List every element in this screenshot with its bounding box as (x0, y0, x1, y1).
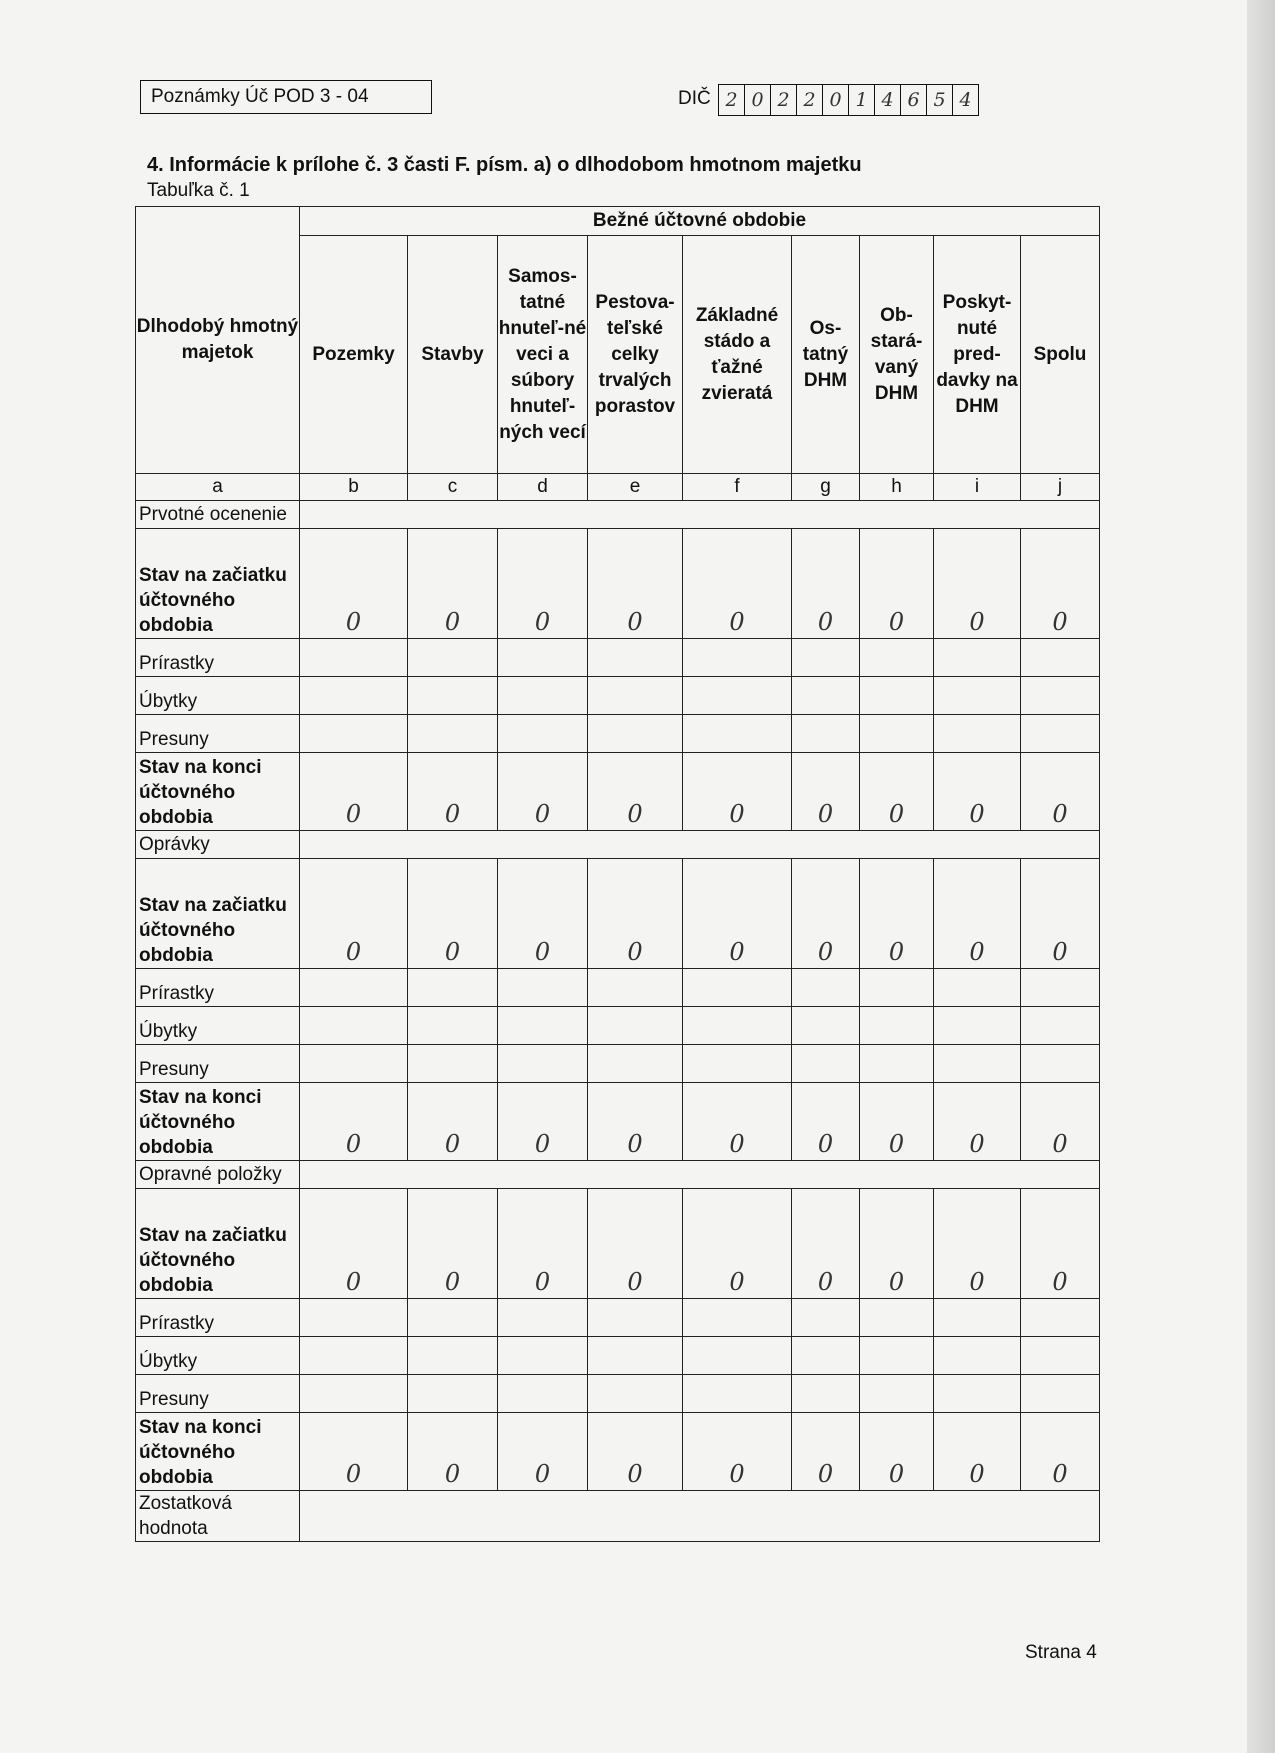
value-cell[interactable]: 0 (792, 529, 860, 639)
value-cell[interactable] (934, 969, 1021, 1007)
value-cell[interactable]: 0 (300, 529, 408, 639)
value-cell[interactable] (498, 1045, 588, 1083)
value-cell[interactable] (934, 715, 1021, 753)
dic-digit: 6 (901, 84, 927, 116)
section-filler (300, 1161, 1100, 1189)
value-cell[interactable] (1021, 1375, 1100, 1413)
value-cell[interactable]: 0 (408, 753, 498, 831)
row-label: Úbytky (136, 1337, 300, 1375)
value-cell[interactable] (792, 1007, 860, 1045)
value-cell[interactable]: 0 (408, 529, 498, 639)
value-cell[interactable] (588, 969, 683, 1007)
table-row (136, 1299, 1100, 1337)
dic-digit: 0 (745, 84, 771, 116)
value-cell[interactable] (683, 1045, 792, 1083)
column-letter: e (588, 474, 683, 501)
value-cell[interactable]: 0 (588, 1083, 683, 1161)
value-cell[interactable]: 0 (498, 1083, 588, 1161)
value-cell[interactable] (498, 639, 588, 677)
value-cell[interactable] (588, 1007, 683, 1045)
form-label-box (140, 80, 432, 114)
value-cell[interactable] (934, 1337, 1021, 1375)
section-title: 4. Informácie k prílohe č. 3 časti F. písm. a) o dlhodobom hmotnom majetku (147, 154, 862, 176)
value-cell[interactable]: 0 (1021, 1189, 1100, 1299)
section-title-cell: Opravné položky (136, 1161, 300, 1189)
value-cell[interactable] (300, 677, 408, 715)
row-label: Úbytky (136, 677, 300, 715)
section-row (136, 501, 1100, 529)
table-row (136, 1375, 1100, 1413)
value-cell[interactable] (408, 1299, 498, 1337)
value-cell[interactable] (498, 1337, 588, 1375)
value-cell[interactable] (860, 677, 934, 715)
value-cell[interactable] (588, 1299, 683, 1337)
value-cell[interactable] (1021, 969, 1100, 1007)
value-cell[interactable] (683, 715, 792, 753)
value-cell[interactable]: 0 (498, 1413, 588, 1491)
table-row (136, 969, 1100, 1007)
value-cell[interactable] (498, 1007, 588, 1045)
value-cell[interactable]: 0 (408, 859, 498, 969)
column-letter: c (408, 474, 498, 501)
value-cell[interactable]: 0 (300, 1083, 408, 1161)
value-cell[interactable]: 0 (588, 753, 683, 831)
column-header: Pestova-teľské celky trvalých porastov (588, 236, 683, 474)
section-title-cell: Prvotné ocenenie (136, 501, 300, 529)
column-header: Pozemky (300, 236, 408, 474)
section-row (136, 831, 1100, 859)
column-letter: h (860, 474, 934, 501)
value-cell[interactable]: 0 (1021, 1413, 1100, 1491)
group-header: Bežné účtovné obdobie (300, 207, 1100, 236)
column-letter: b (300, 474, 408, 501)
value-cell[interactable]: 0 (792, 859, 860, 969)
value-cell[interactable]: 0 (1021, 859, 1100, 969)
value-cell[interactable]: 0 (934, 1083, 1021, 1161)
column-letter: i (934, 474, 1021, 501)
dic-digit: 1 (849, 84, 875, 116)
table-row (136, 639, 1100, 677)
value-cell[interactable]: 0 (934, 1189, 1021, 1299)
value-cell[interactable]: 0 (934, 859, 1021, 969)
row-label: Presuny (136, 1375, 300, 1413)
value-cell[interactable] (300, 715, 408, 753)
column-header: Základné stádo a ťažné zvieratá (683, 236, 792, 474)
value-cell[interactable] (934, 1299, 1021, 1337)
column-header: Ob-stará-vaný DHM (860, 236, 934, 474)
value-cell[interactable]: 0 (683, 1413, 792, 1491)
dic-digit: 2 (771, 84, 797, 116)
row-label: Stav na konci účtovného obdobia (136, 753, 300, 831)
table-row (136, 1189, 1100, 1299)
dic-digit: 0 (823, 84, 849, 116)
value-cell[interactable] (300, 1299, 408, 1337)
value-cell[interactable]: 0 (792, 1189, 860, 1299)
column-header: Stavby (408, 236, 498, 474)
dic-digit: 2 (719, 84, 745, 116)
value-cell[interactable] (588, 1045, 683, 1083)
dic-digit: 4 (875, 84, 901, 116)
value-cell[interactable]: 0 (1021, 1083, 1100, 1161)
value-cell[interactable] (1021, 677, 1100, 715)
value-cell[interactable] (934, 639, 1021, 677)
value-cell[interactable] (860, 969, 934, 1007)
value-cell[interactable] (934, 1375, 1021, 1413)
section-row (136, 1491, 1100, 1542)
row-label: Prírastky (136, 969, 300, 1007)
column-letter: j (1021, 474, 1100, 501)
table-row (136, 859, 1100, 969)
value-cell[interactable]: 0 (860, 529, 934, 639)
value-cell[interactable]: 0 (792, 1413, 860, 1491)
value-cell[interactable] (934, 677, 1021, 715)
value-cell[interactable]: 0 (934, 529, 1021, 639)
value-cell[interactable] (683, 1007, 792, 1045)
dic-digit: 5 (927, 84, 953, 116)
table-row (136, 677, 1100, 715)
value-cell[interactable] (408, 1007, 498, 1045)
value-cell[interactable]: 0 (683, 529, 792, 639)
value-cell[interactable] (408, 969, 498, 1007)
value-cell[interactable]: 0 (860, 1189, 934, 1299)
value-cell[interactable] (300, 1337, 408, 1375)
value-cell[interactable] (860, 1337, 934, 1375)
row-label: Stav na začiatku účtovného obdobia (136, 529, 300, 639)
dic-digit: 4 (953, 84, 979, 116)
value-cell[interactable] (934, 1045, 1021, 1083)
value-cell[interactable]: 0 (588, 1189, 683, 1299)
row-label: Prírastky (136, 639, 300, 677)
value-cell[interactable] (408, 1337, 498, 1375)
row-label: Presuny (136, 1045, 300, 1083)
value-cell[interactable]: 0 (498, 529, 588, 639)
value-cell[interactable]: 0 (1021, 753, 1100, 831)
row-label: Stav na konci účtovného obdobia (136, 1413, 300, 1491)
table-row (136, 1007, 1100, 1045)
value-cell[interactable]: 0 (683, 753, 792, 831)
value-cell[interactable] (792, 715, 860, 753)
value-cell[interactable] (300, 639, 408, 677)
value-cell[interactable]: 0 (683, 1189, 792, 1299)
table-row (136, 529, 1100, 639)
value-cell[interactable]: 0 (498, 859, 588, 969)
value-cell[interactable]: 0 (860, 859, 934, 969)
table-row (136, 1337, 1100, 1375)
table-row (136, 1413, 1100, 1491)
column-header: Poskyt-nuté pred-davky na DHM (934, 236, 1021, 474)
value-cell[interactable] (498, 1375, 588, 1413)
value-cell[interactable] (792, 1045, 860, 1083)
value-cell[interactable] (934, 1007, 1021, 1045)
section-title-cell: Zostatková hodnota (136, 1491, 300, 1542)
value-cell[interactable]: 0 (408, 1083, 498, 1161)
value-cell[interactable]: 0 (588, 529, 683, 639)
value-cell[interactable] (498, 715, 588, 753)
value-cell[interactable]: 0 (300, 1189, 408, 1299)
first-col-header: Dlhodobý hmotný majetok (136, 207, 300, 474)
value-cell[interactable]: 0 (934, 1413, 1021, 1491)
value-cell[interactable]: 0 (792, 753, 860, 831)
row-label: Stav na začiatku účtovného obdobia (136, 859, 300, 969)
value-cell[interactable] (683, 1337, 792, 1375)
value-cell[interactable]: 0 (683, 1083, 792, 1161)
value-cell[interactable] (1021, 639, 1100, 677)
value-cell[interactable] (792, 639, 860, 677)
table-label: Tabuľka č. 1 (147, 180, 250, 201)
value-cell[interactable]: 0 (588, 859, 683, 969)
table-row (136, 1083, 1100, 1161)
value-cell[interactable] (588, 677, 683, 715)
value-cell[interactable] (408, 639, 498, 677)
value-cell[interactable] (860, 1045, 934, 1083)
section-filler (300, 1491, 1100, 1542)
value-cell[interactable]: 0 (683, 859, 792, 969)
value-cell[interactable] (792, 677, 860, 715)
value-cell[interactable] (1021, 1007, 1100, 1045)
value-cell[interactable] (498, 1299, 588, 1337)
value-cell[interactable] (860, 1299, 934, 1337)
value-cell[interactable] (498, 969, 588, 1007)
value-cell[interactable] (860, 715, 934, 753)
column-letter: g (792, 474, 860, 501)
value-cell[interactable] (1021, 715, 1100, 753)
value-cell[interactable] (683, 639, 792, 677)
section-filler (300, 831, 1100, 859)
value-cell[interactable]: 0 (300, 859, 408, 969)
column-letter: d (498, 474, 588, 501)
row-label: Úbytky (136, 1007, 300, 1045)
value-cell[interactable] (588, 1375, 683, 1413)
column-letter: a (136, 474, 300, 501)
value-cell[interactable] (498, 677, 588, 715)
value-cell[interactable] (408, 1375, 498, 1413)
value-cell[interactable] (683, 677, 792, 715)
column-header: Samos-tatné hnuteľ-né veci a súbory hnuteľ-ných vecí (498, 236, 588, 474)
value-cell[interactable]: 0 (934, 753, 1021, 831)
dic-label: DIČ (678, 88, 711, 109)
value-cell[interactable]: 0 (498, 753, 588, 831)
value-cell[interactable] (792, 1337, 860, 1375)
value-cell[interactable] (860, 1007, 934, 1045)
fixed-assets-table (135, 206, 1100, 1542)
dic-digit: 2 (797, 84, 823, 116)
value-cell[interactable]: 0 (860, 1083, 934, 1161)
value-cell[interactable]: 0 (860, 1413, 934, 1491)
value-cell[interactable] (1021, 1299, 1100, 1337)
value-cell[interactable]: 0 (588, 1413, 683, 1491)
value-cell[interactable] (683, 969, 792, 1007)
value-cell[interactable] (300, 1375, 408, 1413)
value-cell[interactable] (300, 1007, 408, 1045)
value-cell[interactable] (792, 1299, 860, 1337)
column-header: Spolu (1021, 236, 1100, 474)
column-header: Os-tatný DHM (792, 236, 860, 474)
row-label: Prírastky (136, 1299, 300, 1337)
value-cell[interactable] (1021, 1337, 1100, 1375)
value-cell[interactable]: 0 (1021, 529, 1100, 639)
table-row (136, 1045, 1100, 1083)
row-label: Stav na konci účtovného obdobia (136, 1083, 300, 1161)
section-row (136, 1161, 1100, 1189)
value-cell[interactable]: 0 (408, 1189, 498, 1299)
dic-digit-boxes (718, 84, 979, 116)
value-cell[interactable]: 0 (300, 753, 408, 831)
value-cell[interactable] (588, 715, 683, 753)
value-cell[interactable] (408, 1045, 498, 1083)
value-cell[interactable] (300, 1045, 408, 1083)
value-cell[interactable] (683, 1299, 792, 1337)
form-label: Poznámky Úč POD 3 - 04 (151, 86, 369, 107)
value-cell[interactable] (860, 639, 934, 677)
value-cell[interactable] (860, 1375, 934, 1413)
value-cell[interactable] (1021, 1045, 1100, 1083)
table-row (136, 715, 1100, 753)
value-cell[interactable]: 0 (408, 1413, 498, 1491)
value-cell[interactable] (683, 1375, 792, 1413)
value-cell[interactable]: 0 (792, 1083, 860, 1161)
value-cell[interactable] (588, 639, 683, 677)
column-letter: f (683, 474, 792, 501)
value-cell[interactable] (792, 1375, 860, 1413)
value-cell[interactable] (408, 677, 498, 715)
page-edge-shadow (1247, 0, 1275, 1753)
row-label: Presuny (136, 715, 300, 753)
value-cell[interactable]: 0 (300, 1413, 408, 1491)
section-filler (300, 501, 1100, 529)
value-cell[interactable] (588, 1337, 683, 1375)
value-cell[interactable] (300, 969, 408, 1007)
value-cell[interactable] (408, 715, 498, 753)
value-cell[interactable]: 0 (860, 753, 934, 831)
row-label: Stav na začiatku účtovného obdobia (136, 1189, 300, 1299)
value-cell[interactable] (792, 969, 860, 1007)
section-title-cell: Oprávky (136, 831, 300, 859)
value-cell[interactable]: 0 (498, 1189, 588, 1299)
table-row (136, 753, 1100, 831)
page-number: Strana 4 (1025, 1642, 1097, 1663)
